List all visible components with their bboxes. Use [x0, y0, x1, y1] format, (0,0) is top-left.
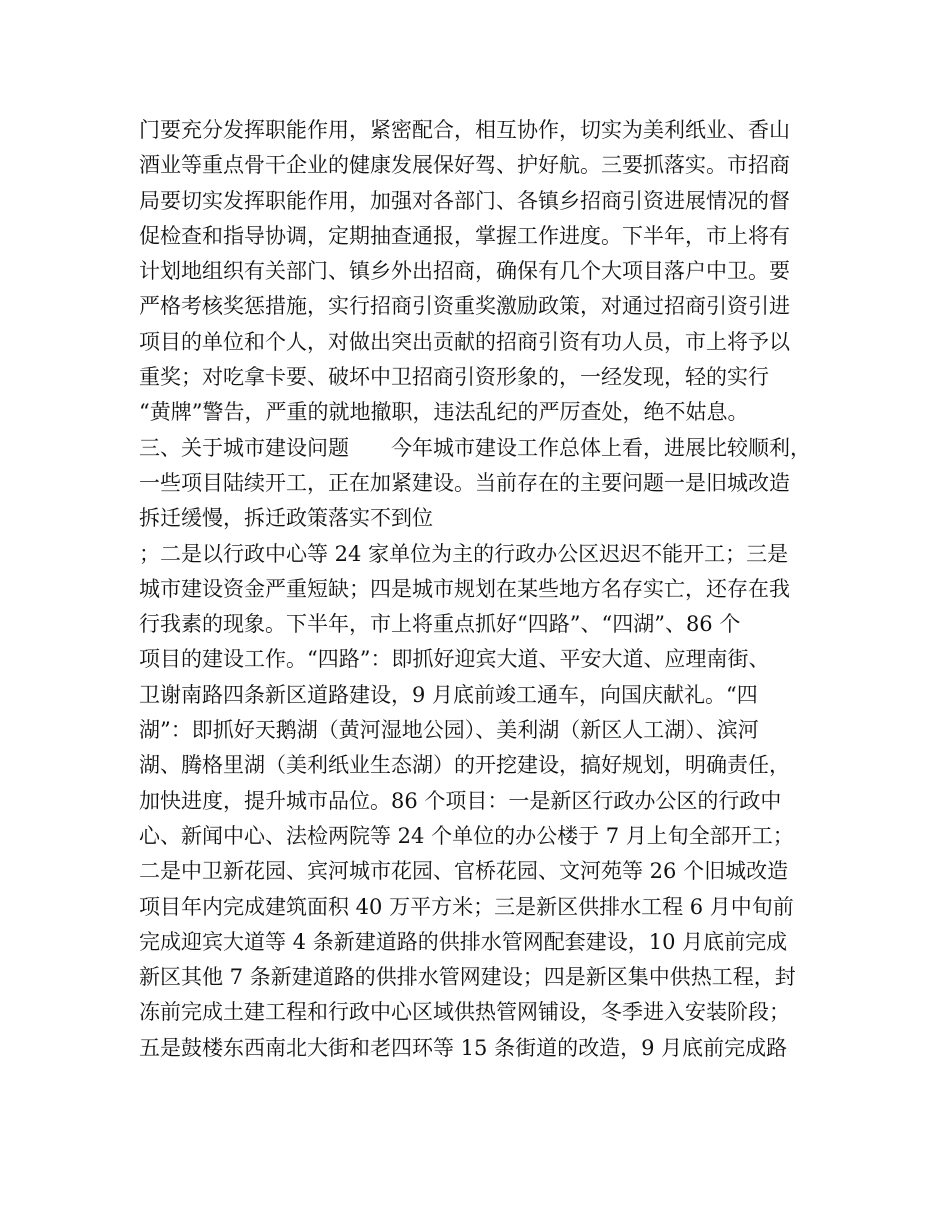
text-line: 项目的建设工作。“四路”：即抓好迎宾大道、平安大道、应理南街、 — [139, 647, 770, 672]
text-line: 项目的单位和个人，对做出突出贡献的招商引资有功人员，市上将予以 — [139, 329, 790, 354]
text-line: 拆迁缓慢，拆迁政策落实不到位 — [139, 506, 433, 531]
text-line: 促检查和指导协调，定期抽查通报，掌握工作进度。下半年，市上将有 — [139, 223, 790, 248]
section-heading-line: 三、关于城市建设问题 今年城市建设工作总体上看，进展比较顺利， — [139, 435, 811, 460]
body-text — [139, 113, 829, 1066]
text-line: 加快进度，提升城市品位。86 个项目：一是新区行政办公区的行政中 — [139, 788, 782, 813]
text-line: 五是鼓楼东西南北大街和老四环等 15 条街道的改造，9 月底前完成路 — [139, 1035, 788, 1060]
text-line: 局要切实发挥职能作用，加强对各部门、各镇乡招商引资进展情况的督 — [139, 188, 790, 213]
text-line: 新区其他 7 条新建道路的供排水管网建设；四是新区集中供热工程，封 — [139, 965, 796, 990]
text-line: 重奖；对吃拿卡要、破坏中卫招商引资形象的，一经发现，轻的实行 — [139, 365, 769, 390]
text-line: “黄牌”警告，严重的就地撤职，违法乱纪的严厉查处，绝不姑息。 — [139, 400, 749, 425]
text-line: 项目年内完成建筑面积 40 万平方米；三是新区供排水工程 6 月中旬前 — [139, 894, 794, 919]
text-line: 卫谢南路四条新区道路建设，9 月底前竣工通车，向国庆献礼。“四 — [139, 682, 758, 707]
text-line: 严格考核奖惩措施，实行招商引资重奖激励政策，对通过招商引资引进 — [139, 294, 790, 319]
text-line: 湖、腾格里湖（美利纸业生态湖）的开挖建设，搞好规划，明确责任， — [139, 753, 790, 778]
text-line: 一些项目陆续开工，正在加紧建设。当前存在的主要问题一是旧城改造 — [139, 470, 790, 495]
text-line: ；二是以行政中心等 24 家单位为主的行政办公区迟迟不能开工；三是 — [139, 541, 789, 566]
text-line: 冻前完成土建工程和行政中心区域供热管网铺设，冬季进入安装阶段； — [139, 1000, 790, 1025]
text-line: 心、新闻中心、法检两院等 24 个单位的办公楼于 7 月上旬全部开工； — [139, 823, 794, 848]
text-line: 完成迎宾大道等 4 条新建道路的供排水管网配套建设，10 月底前完成 — [139, 929, 788, 954]
text-line: 二是中卫新花园、宾河城市花园、官桥花园、文河苑等 26 个旧城改造 — [139, 859, 789, 884]
text-line: 湖”：即抓好天鹅湖（黄河湿地公园）、美利湖（新区人工湖）、滨河 — [139, 718, 759, 743]
text-line: 酒业等重点骨干企业的健康发展保好驾、护好航。三要抓落实。市招商 — [139, 153, 790, 178]
text-line: 计划地组织有关部门、镇乡外出招商，确保有几个大项目落户中卫。要 — [139, 259, 790, 284]
text-line: 城市建设资金严重短缺；四是城市规划在某些地方名存实亡，还存在我 — [139, 576, 790, 601]
text-line: 行我素的现象。下半年，市上将重点抓好“四路”、“四湖”、86 个 — [139, 612, 741, 637]
text-line: 门要充分发挥职能作用，紧密配合，相互协作，切实为美利纸业、香山 — [139, 118, 790, 142]
